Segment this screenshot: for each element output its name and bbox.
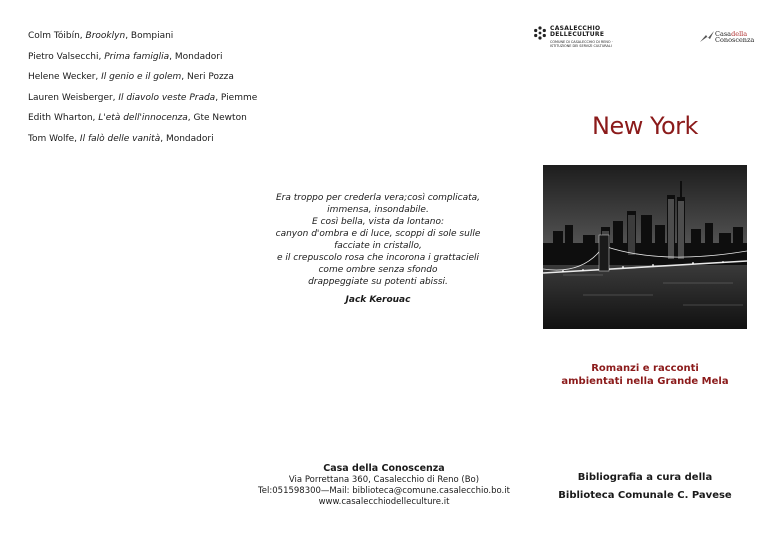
book-item bbox=[28, 88, 257, 109]
book-publisher: , Bompiani bbox=[125, 31, 174, 41]
casa-conoscenza-logo bbox=[699, 30, 754, 44]
biblio-line2: Biblioteca Comunale C. Pavese bbox=[558, 490, 732, 501]
quote-line: canyon d'ombra e di luce, scoppi di sole sulle bbox=[275, 229, 481, 239]
book-item bbox=[28, 67, 257, 88]
bird-icon bbox=[699, 30, 715, 44]
quote-line: come ombre senza sfondo bbox=[318, 265, 438, 275]
book-title: Il genio e il golem bbox=[101, 72, 182, 82]
logo-sub: COMUNE DI CASALECCHIO DI RENO · ISTITUZIONE DEI SERVIZI CULTURALI bbox=[550, 40, 613, 48]
contact-address: Via Porrettana 360, Casalecchio di Reno (Bo) bbox=[288, 475, 480, 485]
subtitle-line2: ambientati nella Grande Mela bbox=[561, 376, 729, 387]
book-publisher: , Mondadori bbox=[169, 51, 223, 62]
book-item bbox=[28, 108, 257, 129]
logo-line2: DELLECULTURE bbox=[550, 31, 605, 38]
book-title: Prima famiglia bbox=[104, 51, 170, 62]
book-author: Pietro Valsecchi, bbox=[28, 51, 105, 62]
book-title: Il diavolo veste Prada bbox=[118, 92, 216, 103]
book-publisher: , Gte Newton bbox=[187, 113, 247, 123]
logo2-casa: Casa bbox=[715, 30, 732, 38]
contact-org: Casa della Conoscenza bbox=[323, 463, 445, 474]
quote-line: facciate in cristallo, bbox=[334, 241, 422, 251]
quote-line: E così bella, vista da lontano: bbox=[311, 217, 445, 227]
logo2-della: della bbox=[731, 30, 748, 38]
book-item bbox=[28, 47, 257, 68]
casalecchio-logo bbox=[533, 26, 622, 48]
logo2-conoscenza: Conoscenza bbox=[715, 36, 755, 44]
cover-title: New York bbox=[592, 112, 698, 140]
book-item bbox=[28, 129, 257, 150]
book-publisher: , Piemme bbox=[215, 92, 258, 103]
biblio-line1: Bibliografia a cura della bbox=[577, 472, 713, 483]
new-york-photo bbox=[543, 165, 747, 329]
contact-block bbox=[258, 463, 510, 508]
book-author: Helene Wecker, bbox=[28, 72, 102, 82]
book-publisher: , Mondadori bbox=[160, 133, 214, 144]
quote-line: immensa, insondabile. bbox=[327, 205, 429, 215]
quote-author: Jack Kerouac bbox=[345, 295, 411, 305]
logo-line1: CASALECCHIO bbox=[550, 25, 601, 32]
quote-line: Era troppo per crederla vera;così complicata, bbox=[275, 193, 481, 203]
contact-website: www.casalecchiodelleculture.it bbox=[318, 497, 450, 507]
cover-subtitle bbox=[545, 362, 745, 388]
book-title: Brooklyn bbox=[85, 31, 126, 41]
book-publisher: , Neri Pozza bbox=[181, 72, 234, 82]
book-title: Il falò delle vanità bbox=[79, 133, 161, 144]
contact-tel-mail: Tel:051598300—Mail: biblioteca@comune.casalecchio.bo.it bbox=[258, 486, 510, 496]
book-title: L'età dell'innocenza bbox=[98, 113, 188, 123]
flower-icon bbox=[533, 26, 547, 40]
book-list bbox=[28, 26, 257, 149]
kerouac-quote bbox=[262, 192, 494, 306]
quote-line: drappeggiate su potenti abissi. bbox=[308, 277, 448, 287]
book-author: Edith Wharton, bbox=[28, 113, 99, 123]
bibliography-credit bbox=[545, 469, 745, 505]
book-item bbox=[28, 26, 257, 47]
quote-line: e il crepuscolo rosa che incorona i grattacieli bbox=[277, 253, 479, 263]
book-author: Colm Tóibín, bbox=[28, 31, 86, 41]
subtitle-line1: Romanzi e racconti bbox=[591, 363, 699, 374]
book-author: Lauren Weisberger, bbox=[28, 92, 119, 103]
book-author: Tom Wolfe, bbox=[28, 133, 80, 144]
